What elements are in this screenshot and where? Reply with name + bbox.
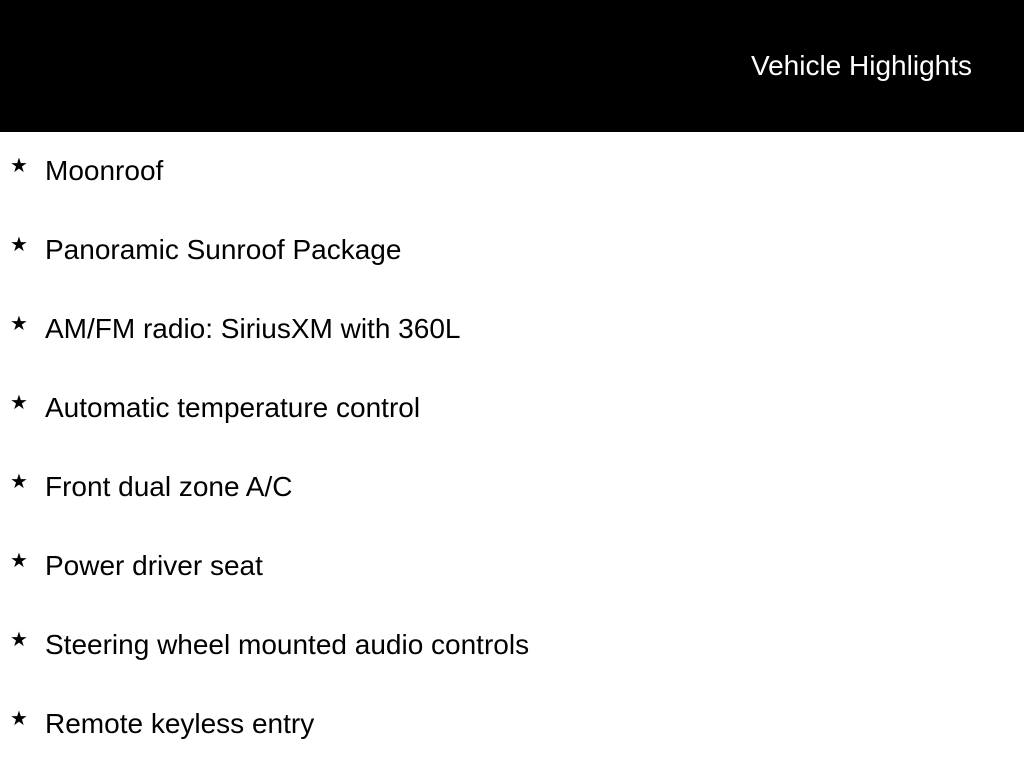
highlight-label: Automatic temperature control: [45, 392, 421, 423]
highlight-label: Power driver seat: [45, 550, 263, 581]
star-icon: ★: [10, 313, 28, 335]
star-icon: ★: [10, 471, 28, 493]
star-icon: ★: [10, 155, 28, 177]
list-item: [0, 211, 1024, 290]
list-item: [0, 132, 1024, 211]
list-item: [0, 369, 1024, 448]
list-item: [0, 606, 1024, 685]
highlights-list: [0, 132, 1024, 764]
highlight-label: Front dual zone A/C: [45, 471, 293, 502]
list-item: [0, 290, 1024, 369]
star-icon: ★: [10, 550, 28, 572]
star-icon: ★: [10, 629, 28, 651]
highlight-label: AM/FM radio: SiriusXM with 360L: [45, 313, 461, 344]
star-icon: ★: [10, 708, 28, 730]
list-item: [0, 527, 1024, 606]
star-icon: ★: [10, 392, 28, 414]
list-item: [0, 685, 1024, 764]
highlight-label: Remote keyless entry: [45, 708, 315, 739]
highlight-label: Moonroof: [45, 155, 164, 186]
highlight-label: Steering wheel mounted audio controls: [45, 629, 530, 660]
highlight-label: Panoramic Sunroof Package: [45, 234, 402, 265]
header-banner: [0, 0, 1024, 132]
list-item: [0, 448, 1024, 527]
star-icon: ★: [10, 234, 28, 256]
page-title: Vehicle Highlights: [750, 50, 972, 81]
